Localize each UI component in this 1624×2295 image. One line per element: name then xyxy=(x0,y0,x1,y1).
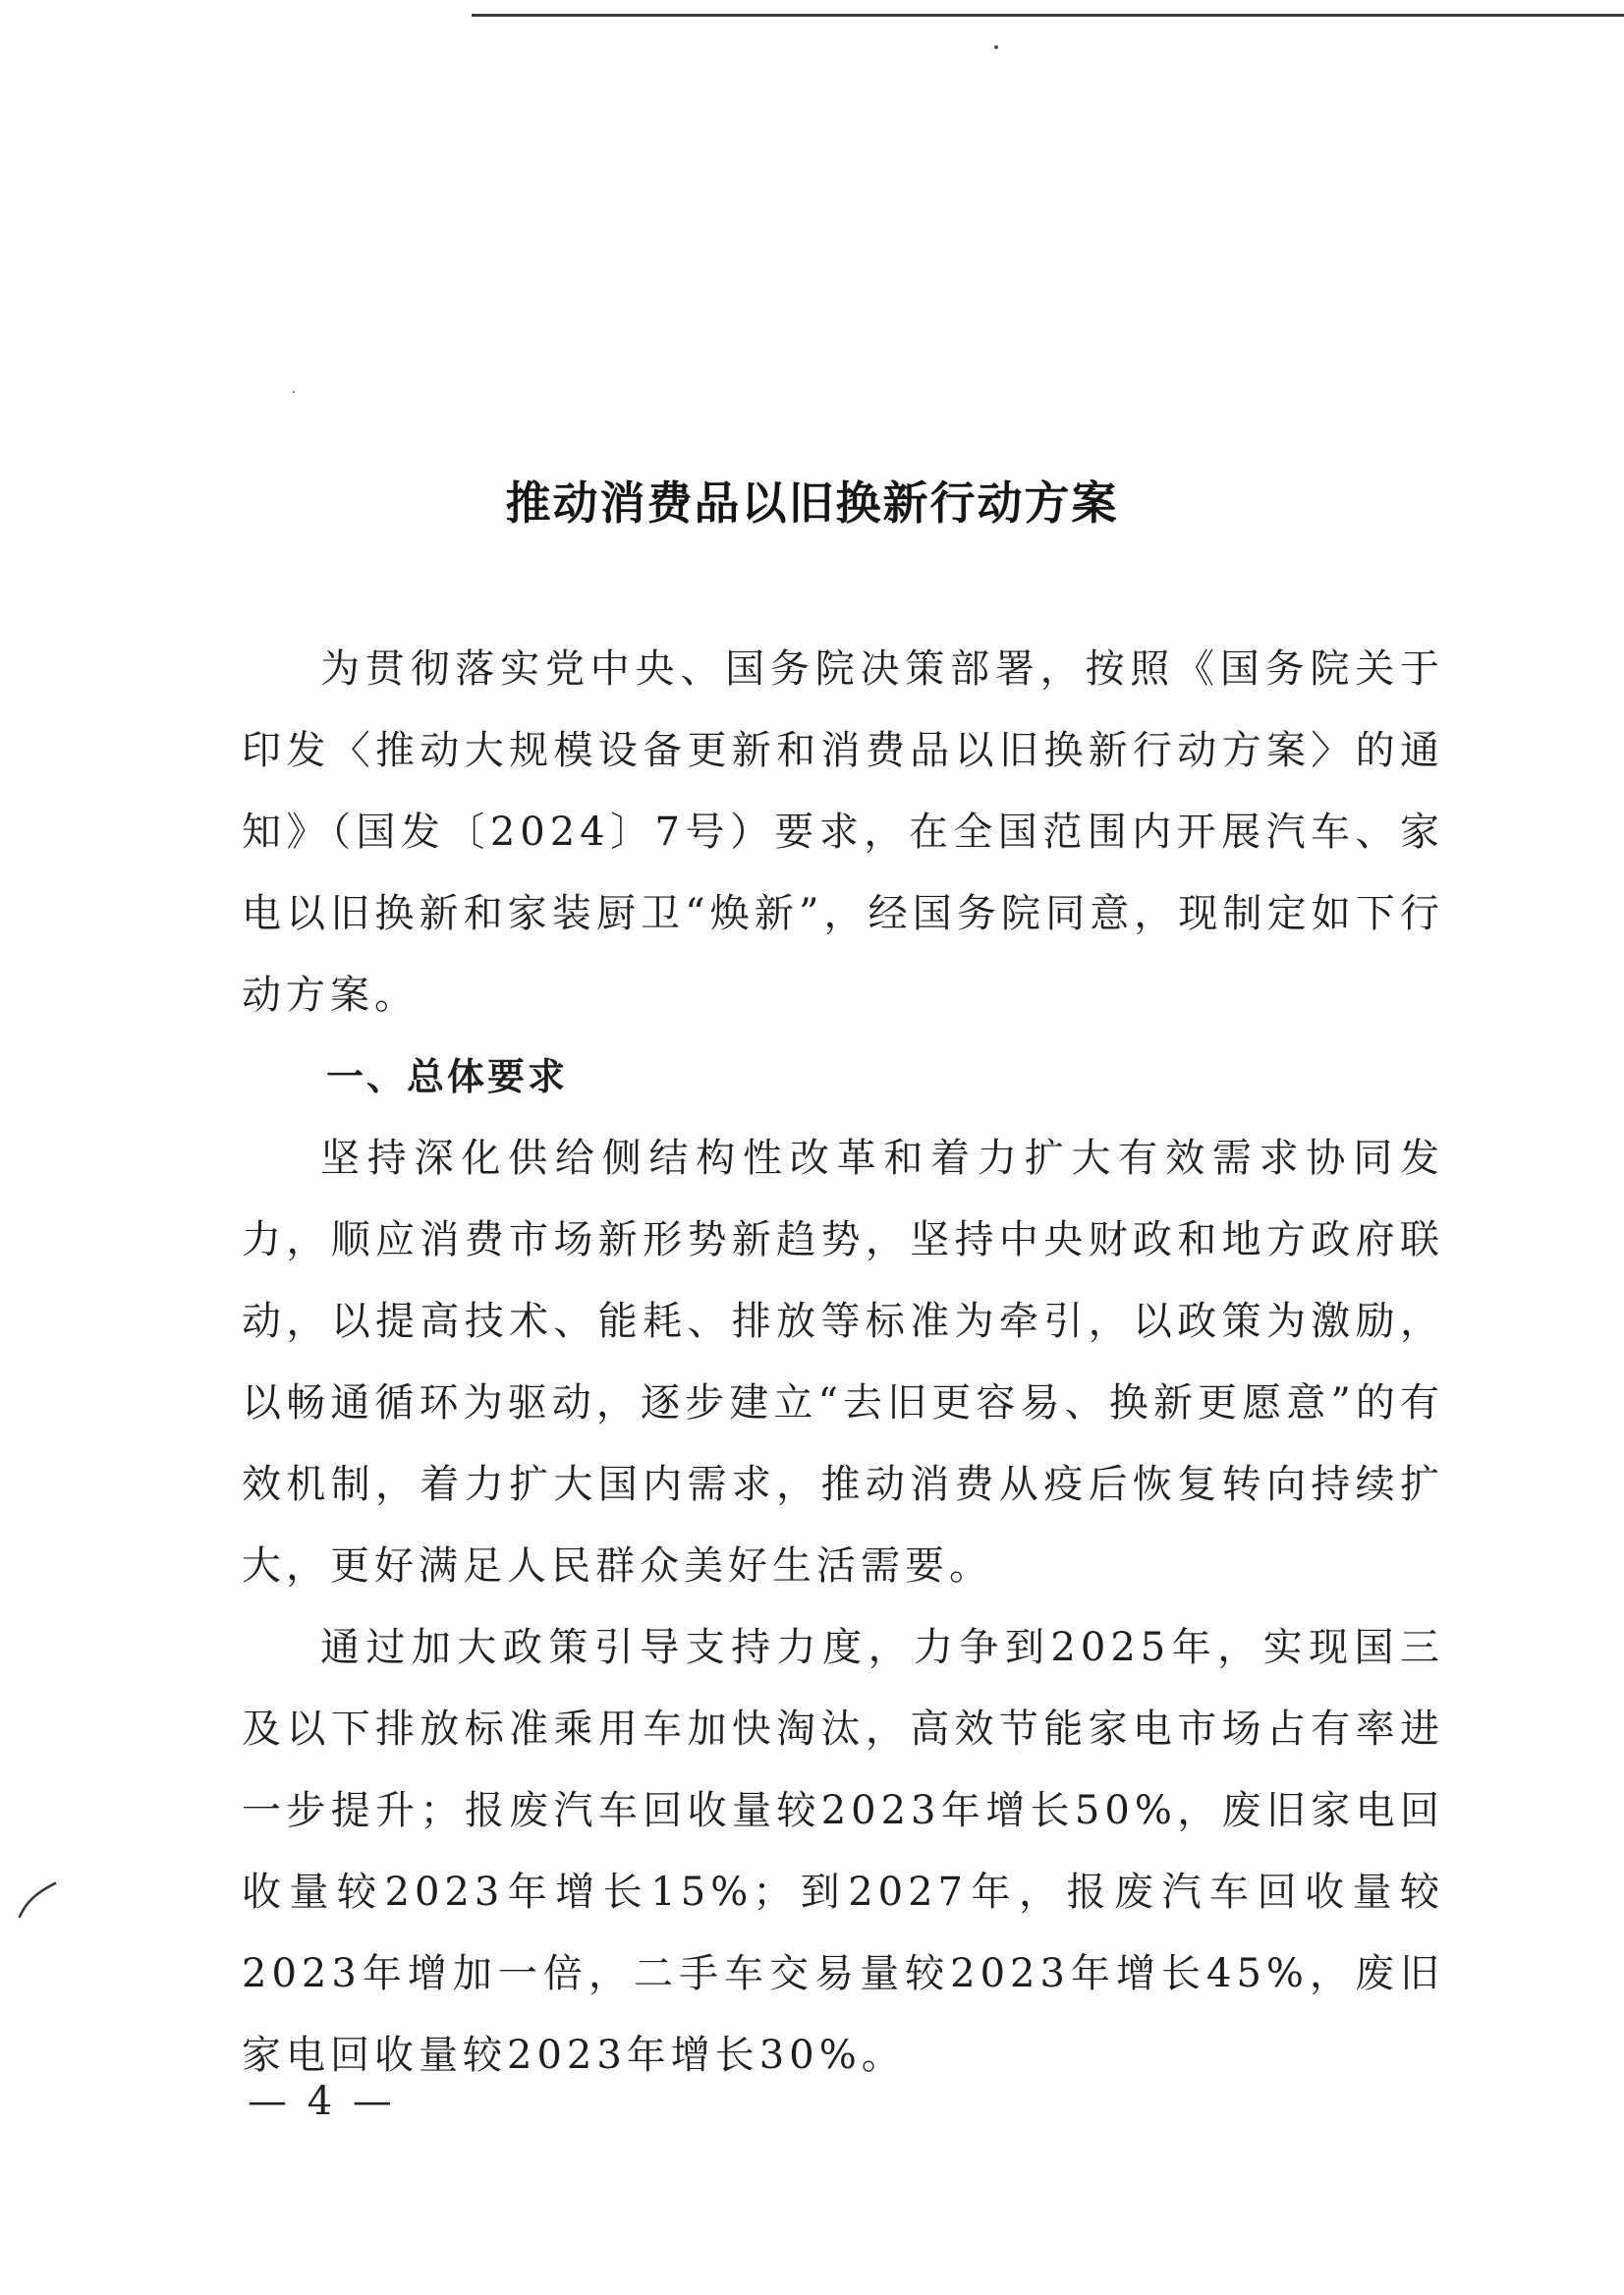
page-number: — 4 — xyxy=(248,2079,396,2124)
document-title: 推动消费品以旧换新行动方案 xyxy=(505,476,1119,530)
requirements-paragraph: 坚持深化供给侧结构性改革和着力扩大有效需求协同发力，顺应消费市场新形势新趋势，坚持中央财政和地方政府联动，以提高技术、能耗、排放等标准为牵引，以政策为激励，以畅通循环为驱动，逐步建立“去旧更容易、换新更愿意”的有效机制，着力扩大国内需求，推动消费从疫后恢复转向持续扩大，更好满足人民群众美好生活需要。 xyxy=(242,1136,1444,1589)
top-rule xyxy=(472,14,1624,17)
intro-paragraph: 为贯彻落实党中央、国务院决策部署，按照《国务院关于印发〈推动大规模设备更新和消费品以旧换新行动方案〉的通知》（国发〔2024〕7号）要求，在全国范围内开展汽车、家电以旧换新和家装厨卫“焕新”，经国务院同意，现制定如下行动方案。 xyxy=(242,646,1444,1018)
scan-speck xyxy=(293,391,295,393)
section-heading: 一、总体要求 xyxy=(326,1055,569,1098)
targets-paragraph: 通过加大政策引导支持力度，力争到2025年，实现国三及以下排放标准乘用车加快淘汰，高效节能家电市场占有率进一步提升；报废汽车回收量较2023年增长50%，废旧家电回收量较2023年增长15%；到2027年，报废汽车回收量较2023年增加一倍，二手车交易量较2023年增长45%，废旧家电回收量较2023年增长30%。 xyxy=(242,1625,1444,2078)
scan-mark xyxy=(18,1881,57,1919)
document-body xyxy=(242,629,1444,2097)
scan-speck xyxy=(994,45,998,49)
